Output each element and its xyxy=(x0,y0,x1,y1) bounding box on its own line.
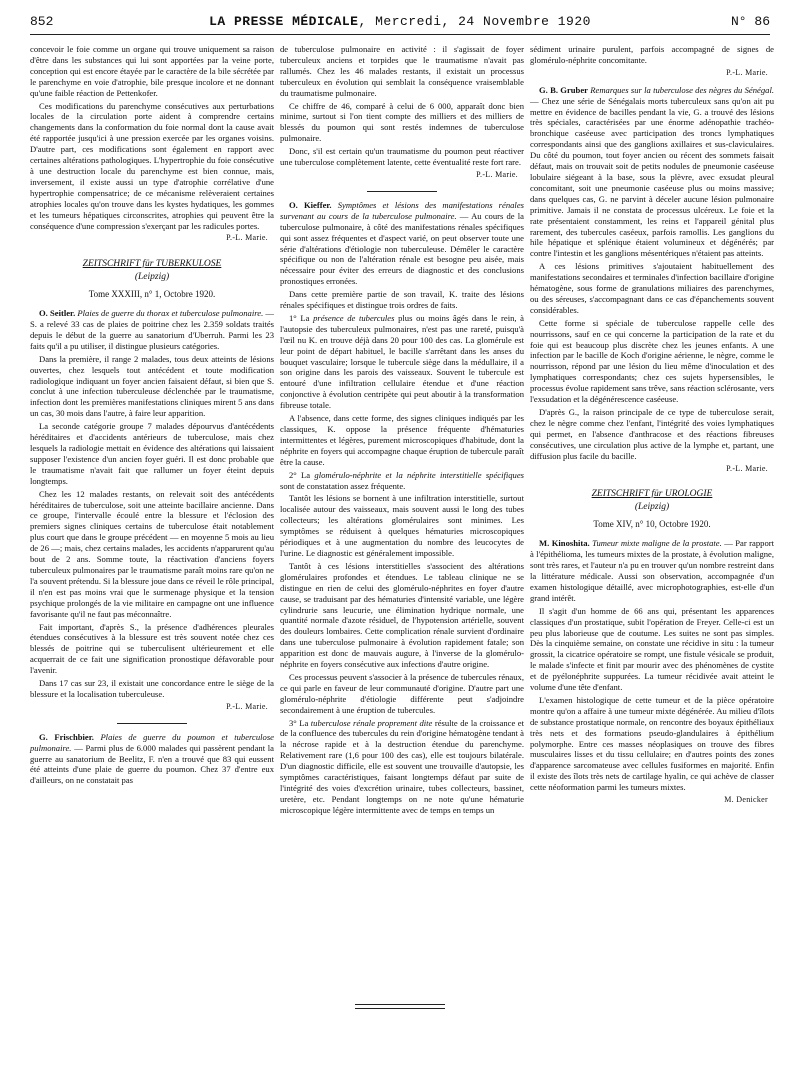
article-title: Plaies de guerre du thorax et tuberculose pulmonaire. xyxy=(77,308,264,319)
paragraph-emphasis: glomérulo-néphrite et la néphrite interstitielle spécifiques xyxy=(314,469,525,480)
issue-date: , Mercredi, 24 Novembre 1920 xyxy=(358,14,591,29)
paragraph: Tantôt les lésions se bornent à une infiltration interstitielle, surtout localisée autour des vaisseaux, mais souvent aussi le long des tubes collecteurs; les altérations glomérulaires sont minimes. Les symptômes se réduisent à quelques hématuries microscopiques périodiques et à une augmentation du nombre des leucocytes de l'urine. Le diagnostic est généralement impossible. xyxy=(280,493,524,558)
paragraph: La seconde catégorie groupe 7 malades dépourvus d'antécédents héréditaires et d'accidents antérieurs de tuberculose, mais chez lesquels la radiologie mettait en évidence des altérations qui laissaient supposer l'existence d'un ancien foyer guéri. Il est donc probable que le traumatisme n'avait fait que rallumer un foyer éteint depuis longtemps. xyxy=(30,421,274,486)
paragraph: Tantôt à ces lésions interstitielles s'associent des altérations glomérulaires profondes et étendues. Le tableau clinique ne se distingue en rien de celui des glomérulo-néphrites en foyer d'autre cause, se traduisant par des hématuries d'intensité variable, une légère cylindrurie sans leucurie, une élimination hydrique normale, une quantité normale d'azote résiduel, de l'hypotension artérielle, souvent des douleurs lombaires. Cette complication rénale survient d'ordinaire dans une tuberculose pulmonaire à évolution rapidement fatale; son apparition est donc de mauvais augure, à l'inverse de la glomérulo-néphrite en foyers consécutive aux infections d'autre origine. xyxy=(280,560,524,670)
issue-number: N° 86 xyxy=(730,14,770,29)
column-3 xyxy=(530,44,774,812)
article-title: Symptômes et lésions des manifestations rénales survenant au cours de la tuberculose pulmonaire. xyxy=(280,199,524,221)
paragraph-emphasis: présence de tubercules xyxy=(313,312,395,323)
paragraph-text: résulte de la croissance et de la confluence des tubercules du rein d'origine hématogène tendant à la nécrose rapide et à la destruction étendue du parenchyme. Relativement rare (1,6 pour 100 des cas), elle est toujours bilatérale. D'un diagnostic difficile, elle est souvent une trouvaille d'autopsie, les symptômes caractéristiques, faisant longtemps défaut par suite de l'intégrité des voies d'excrétion urinaire, tubes collecteurs, bassinet, uretère, etc. Pendant longtemps on ne note qu'une hématurie microscopique légère intermittente avec de temps en temps un xyxy=(280,717,525,815)
paragraph xyxy=(280,313,524,411)
article-text: — S. a relevé 33 cas de plaies de poitrine chez les 2.359 soldats traités depuis le début de la guerre au sanatorium d'Uberruh. Parmi les 23 faits qu'il a pu utiliser, il distingue plusieurs catégories. xyxy=(30,308,274,351)
page-number: 852 xyxy=(30,14,54,29)
signature: M. Denicker xyxy=(724,795,768,805)
bottom-rule xyxy=(355,1004,445,1005)
paragraph: L'examen histologique de cette tumeur et de la pièce opératoire montre qu'on a affaire à une tumeur mixte dégénérée. Au milieu d'îlots de substance prostatique normale, on rencontre des boyaux épithéliaux très nets et des formations pseudo-glandulaires à épithélium polymorphe. Entre ces masses néoplasiques on trouve des fibres musculaires lisses et du tissu cellulaire; en d'autres points des zones d'apparence sarcomateuse avec cellules fusiformes en majorité. Enfin il existe des îlots très nets de cartilage hyalin, ce qui achève de classer cette néoformation parmi les tumeurs mixtes. xyxy=(530,694,774,793)
paragraph: Donc, s'il est certain qu'un traumatisme du poumon peut réactiver une tuberculose complètement latente, cette éventualité reste fort rare. xyxy=(280,146,524,168)
article-author: G. Frischbier. xyxy=(39,731,94,742)
signature: P.-L. Marie. xyxy=(726,67,768,77)
paragraph xyxy=(280,470,524,492)
header-rule xyxy=(30,34,770,35)
column-1 xyxy=(30,44,274,788)
column-2 xyxy=(280,44,524,818)
paragraph: Ces modifications du parenchyme consécutives aux perturbations locales de la circulation porte aident à comprendre certains changements dans la conformation du foie normal dont la cause avait été rapportée jusqu'ici à une pression exercée par les organes voisins. D'autre part, ces modifications sont également en rapport avec certaines altérations pathologiques. L'hypertrophie du foie consécutive à une destruction locale du parenchyme est bien connue, mais, inversement, il existe aussi un type d'atrophie corrélative d'une hypertrophie compensatrice; de ce mécanisme relèveraient certaines atrophies locales qu'on trouve dans les kystes hydatiques, les gommes et les tumeurs hépatiques circonscrites, atrophies qui peuvent être la conséquence d'une compression s'exerçant par les radicules portes. xyxy=(30,100,274,231)
article-text: — Par rapport à l'épithélioma, les tumeurs mixtes de la prostate, à évolution maligne, sont très rares, et l'auteur n'a pu en trouver qu'un nombre restreint dans la littérature médicale. Aussi son observation, accompagnée d'un examen histologique détaillé, avec microphotographies, est-elle d'un grand intérêt. xyxy=(530,538,774,603)
section-journal-title: ZEITSCHRIFT für TUBERKULOSE xyxy=(82,259,222,270)
paragraph: Dans 17 cas sur 23, il existait une concordance entre le siège de la blessure et la localisation tuberculeuse. xyxy=(30,678,274,699)
journal-title: LA PRESSE MÉDICALE xyxy=(209,14,359,29)
article-text: — Chez une série de Sénégalais morts tuberculeux sans qu'on ait pu mettre en évidence de bacilles pendant la vie, G. a trouvé des lésions très spéciales, caractérisées par une énorme adénopathie trachéo-bronchique caséeuse avec participation des troncs lymphatiques correspondants ainsi que des ganglions axillaires et sus-claviculaires. Du côté du poumon, tout foyer ancien ou récent des sommets faisait défaut, mais on trouvait soit de petits nodules de pneumonie caséeuse lobulaire siégeant à la base, sous la plèvre, avec exsudat pleural concomitant, soit une pneumonie caséeuse plus ou moins massive; dans quelques cas, G. ne parvint à déceler aucune lésion pulmonaire primitive. Jamais il ne constata de processus ulcéreux. Le foie et la rate présentaient constamment, les reins et l'appareil génital plus rarement, des tubercules caséeux, parfois ramollis. Les ganglions du hile hépatique et splénique étaient volumineux et dégénérés; par contre l'intestin et les ganglions mésentériques n'étaient pas atteints. xyxy=(530,95,774,259)
article-head xyxy=(530,538,774,603)
paragraph: concevoir le foie comme un organe qui trouve uniquement sa raison d'être dans les substances qui lui sont apportées par la veine porte, conception qui est encore étayée par le caractère de la bile sécrétée par le parenchyme en voie d'atrophie, bile presque incolore et ne donnant qu'une faible réaction de Pettenkofer. xyxy=(30,44,274,98)
article-author: O. Seitler. xyxy=(39,308,76,319)
article-head xyxy=(530,85,774,260)
article-head xyxy=(30,308,274,352)
bottom-rule xyxy=(355,1008,445,1009)
paragraph: Il s'agit d'un homme de 66 ans qui, présentant les apparences classiques d'un prostatique, subit l'opération de Freyer. Celle-ci est un peu plus laborieuse que de coutume. Les suites ne sont pas simples. Dès la cinquième semaine, on constate une récidive in situ : la tumeur grossit, la cicatrice opératoire se rompt, une fistule vésicale se produit, le malade s'infecte et finit par mourir avec des phénomènes de cystite et de pyélonéphrite suppurées. La tumeur récidivée avait atteint le volume d'une tête d'enfant. xyxy=(530,605,774,693)
masthead xyxy=(30,14,770,29)
page-header xyxy=(30,8,770,34)
paragraph: Cette forme si spéciale de tuberculose rappelle celle des nourrissons, sauf en ce qui concerne la participation de la rate et du foie qui est beaucoup plus discrète chez les jeunes enfants. A une infection par le bacille de Koch d'origine aérienne, le nègre, comme le nourrisson, répond par une lésion du lieu même d'inoculation et des lymphatiques correspondants; chez ces sujets hypersensibles, le processus évolue rapidement sans trêve, sans réaction sclérosante, vers l'exsudation et la dégénérescence caséeuse. xyxy=(530,317,774,405)
paragraph-text: plus ou moins âgés dans le rein, à l'autopsie des tuberculeux pulmonaires, n'est pas une rareté, puisqu'à l'œil nu K. en trouve déjà dans 20 pour 100 des cas. La glomérule est leur point de départ habituel, le bacille s'arrêtant dans les anses du bouquet vasculaire; lorsque le tubercule siège dans la médullaire, il a son origine dans les parois des vaisseaux. Souvent le tubercule est entouré d'une infiltration cellulaire étendue et d'une réaction conjonctive à évolution centripète qui peut aboutir à la transformation fibreuse totale. xyxy=(280,312,524,411)
section-city: (Leipzig) xyxy=(134,272,170,283)
paragraph-emphasis: tuberculose rénale proprement dite xyxy=(310,717,433,728)
article-title: Plaies de guerre du poumon et tuberculose pulmonaire. xyxy=(30,731,274,753)
section-tome: Tome XIV, n° 10, Octobre 1920. xyxy=(593,519,711,530)
paragraph: A ces lésions primitives s'ajoutaient habituellement des manifestations secondaires et terminales d'infection bacillaire d'origine hématogène, sous forme de granulations miliaires des parenchymes, ou des séreuses, s'accompagnant dans ce cas d'épanchements souvent considérables. xyxy=(530,261,774,315)
article-author: O. Kieffer. xyxy=(289,199,332,210)
section-tome: Tome XXXIII, n° 1, Octobre 1920. xyxy=(88,289,216,300)
paragraph: Dans la première, il range 2 malades, tous deux atteints de lésions ouvertes, chez lesquels tout antécédent et toute modification radiologique indiquant un foyer ancien faisaient défaut, si bien que S. conclut à une infection tuberculeuse déclenchée par le traumatisme, infection dont les premières manifestations cliniques mirent 5 ans dans un cas, 30 mois dans l'autre, à faire leur apparition. xyxy=(30,353,274,419)
article-head xyxy=(30,732,274,787)
paragraph: Ces processus peuvent s'associer à la présence de tubercules rénaux, ce qui parle en faveur de leur communauté d'origine. D'autre part une glomérulo-néphrite d'étiologie différente peut s'adjoindre secondairement à une éruption de tubercules. xyxy=(280,671,524,715)
signature: P.-L. Marie. xyxy=(226,233,268,243)
paragraph: de tuberculose pulmonaire en activité : il s'agissait de foyer tuberculeux anciens et torpides que le traumatisme n'avait pas rallumés. Chez les 46 malades restants, il existait un processus tuberculeux en évolution qui semblait la conséquence vraisemblable du traumatisme pulmonaire. xyxy=(280,44,524,98)
article-head xyxy=(280,200,524,287)
article-separator xyxy=(367,191,437,192)
paragraph: D'après G., la raison principale de ce type de tuberculose serait, chez le nègre comme chez l'enfant, l'intégrité des voies lymphatiques qui permet, en l'absence d'anthracose et des réactions fibreuses consécutives, une circulation plus active de la lymphe et, partant, une diffusion plus facile du bacille. xyxy=(530,407,774,461)
paragraph-text: sont de constatation assez fréquente. xyxy=(280,480,406,491)
section-journal-title: ZEITSCHRIFT für UROLOGIE xyxy=(591,489,713,500)
section-city: (Leipzig) xyxy=(634,502,670,513)
article-title: Tumeur mixte maligne de la prostate. xyxy=(592,538,722,549)
paragraph xyxy=(280,718,524,816)
paragraph: A l'absence, dans cette forme, des signes cliniques indiqués par les classiques, K. oppose la présence fréquente d'hématuries intermittentes et légères, purement microscopiques d'habitude, dont la néphrite en foyers qui accompagne chaque éruption de tubercule paraît être la cause. xyxy=(280,413,524,467)
paragraph: sédiment urinaire purulent, parfois accompagné de signes de glomérulo-néphrite concomitante. xyxy=(530,44,774,65)
article-author: M. Kinoshita. xyxy=(539,538,590,549)
article-text: — Parmi plus de 6.000 malades qui passèrent pendant la guerre au sanatorium de Beelitz, F. n'en a trouvé que 83 qui eussent été atteints d'une plaie de guerre du poumon. Chez 37 d'entre eux d'ailleurs, on ne constatait pas xyxy=(30,742,274,786)
signature: P.-L. Marie. xyxy=(726,463,768,473)
paragraph-lead: 2° La xyxy=(289,469,311,480)
signature: P.-L. Marie. xyxy=(476,169,518,179)
paragraph-lead: 1° La xyxy=(289,312,310,323)
article-author: G. B. Gruber xyxy=(539,84,588,95)
paragraph-lead: 3° La xyxy=(289,717,309,728)
article-text: — Au cours de la tuberculose pulmonaire, à côté des manifestations rénales spécifiques qui sont assez fréquentes et d'aspect varié, on peut observer toute une série d'altérations d'étiologie non tuberculeuse. Démêler le caractère spécifique ou non de l'altération rénale est besogne peu aisée, mais nécessaire pour éviter des erreurs de diagnostic et des conclusions pronostiques erronées. xyxy=(280,210,524,287)
paragraph: Fait important, d'après S., la présence d'adhérences pleurales étendues consécutives à la blessure est très souvent notée chez ces blessés de poitrine qui se tuberculisent ultérieurement et elle acquerrait de ce fait une signification pronostique défavorable pour l'avenir. xyxy=(30,621,274,676)
article-separator xyxy=(117,723,187,724)
paragraph: Dans cette première partie de son travail, K. traite des lésions rénales spécifiques et distingue trois ordres de faits. xyxy=(280,289,524,311)
paragraph: Chez les 12 malades restants, on relevait soit des antécédents héréditaires de tuberculose, soit une atteinte bacillaire ancienne. Dans ce groupe, l'intervalle écoulé entre la blessure et l'éclosion des premiers signes cliniques certains de tuberculose était notablement plus court que dans le groupe précédent — en moyenne 5 mois au lieu de 26 —; mais, chez certains malades, les accidents n'apparurent qu'au bout de 2 ans. Somme toute, la réactivation d'anciens foyers tuberculeux pulmonaires par le traumatisme paraît moins rare qu'on ne l'a souvent prétendu. Si la blessure joue dans ce réveil le rôle principal, il n'en est pas moins vrai que le surmenage physique et la tension psychique prolongés de la vie militaire en campagne ont une influence favorisante qu'il ne faut pas méconnaître. xyxy=(30,488,275,619)
signature: P.-L. Marie. xyxy=(226,701,268,711)
paragraph: Ce chiffre de 46, comparé à celui de 6 000, apparaît donc bien minime, surtout si l'on tient compte des milliers et des milliers de blessés du poumon qui sont restés indemnes de tuberculose pulmonaire. xyxy=(280,100,524,144)
article-title: Remarques sur la tuberculose des nègres du Sénégal. xyxy=(590,84,774,95)
